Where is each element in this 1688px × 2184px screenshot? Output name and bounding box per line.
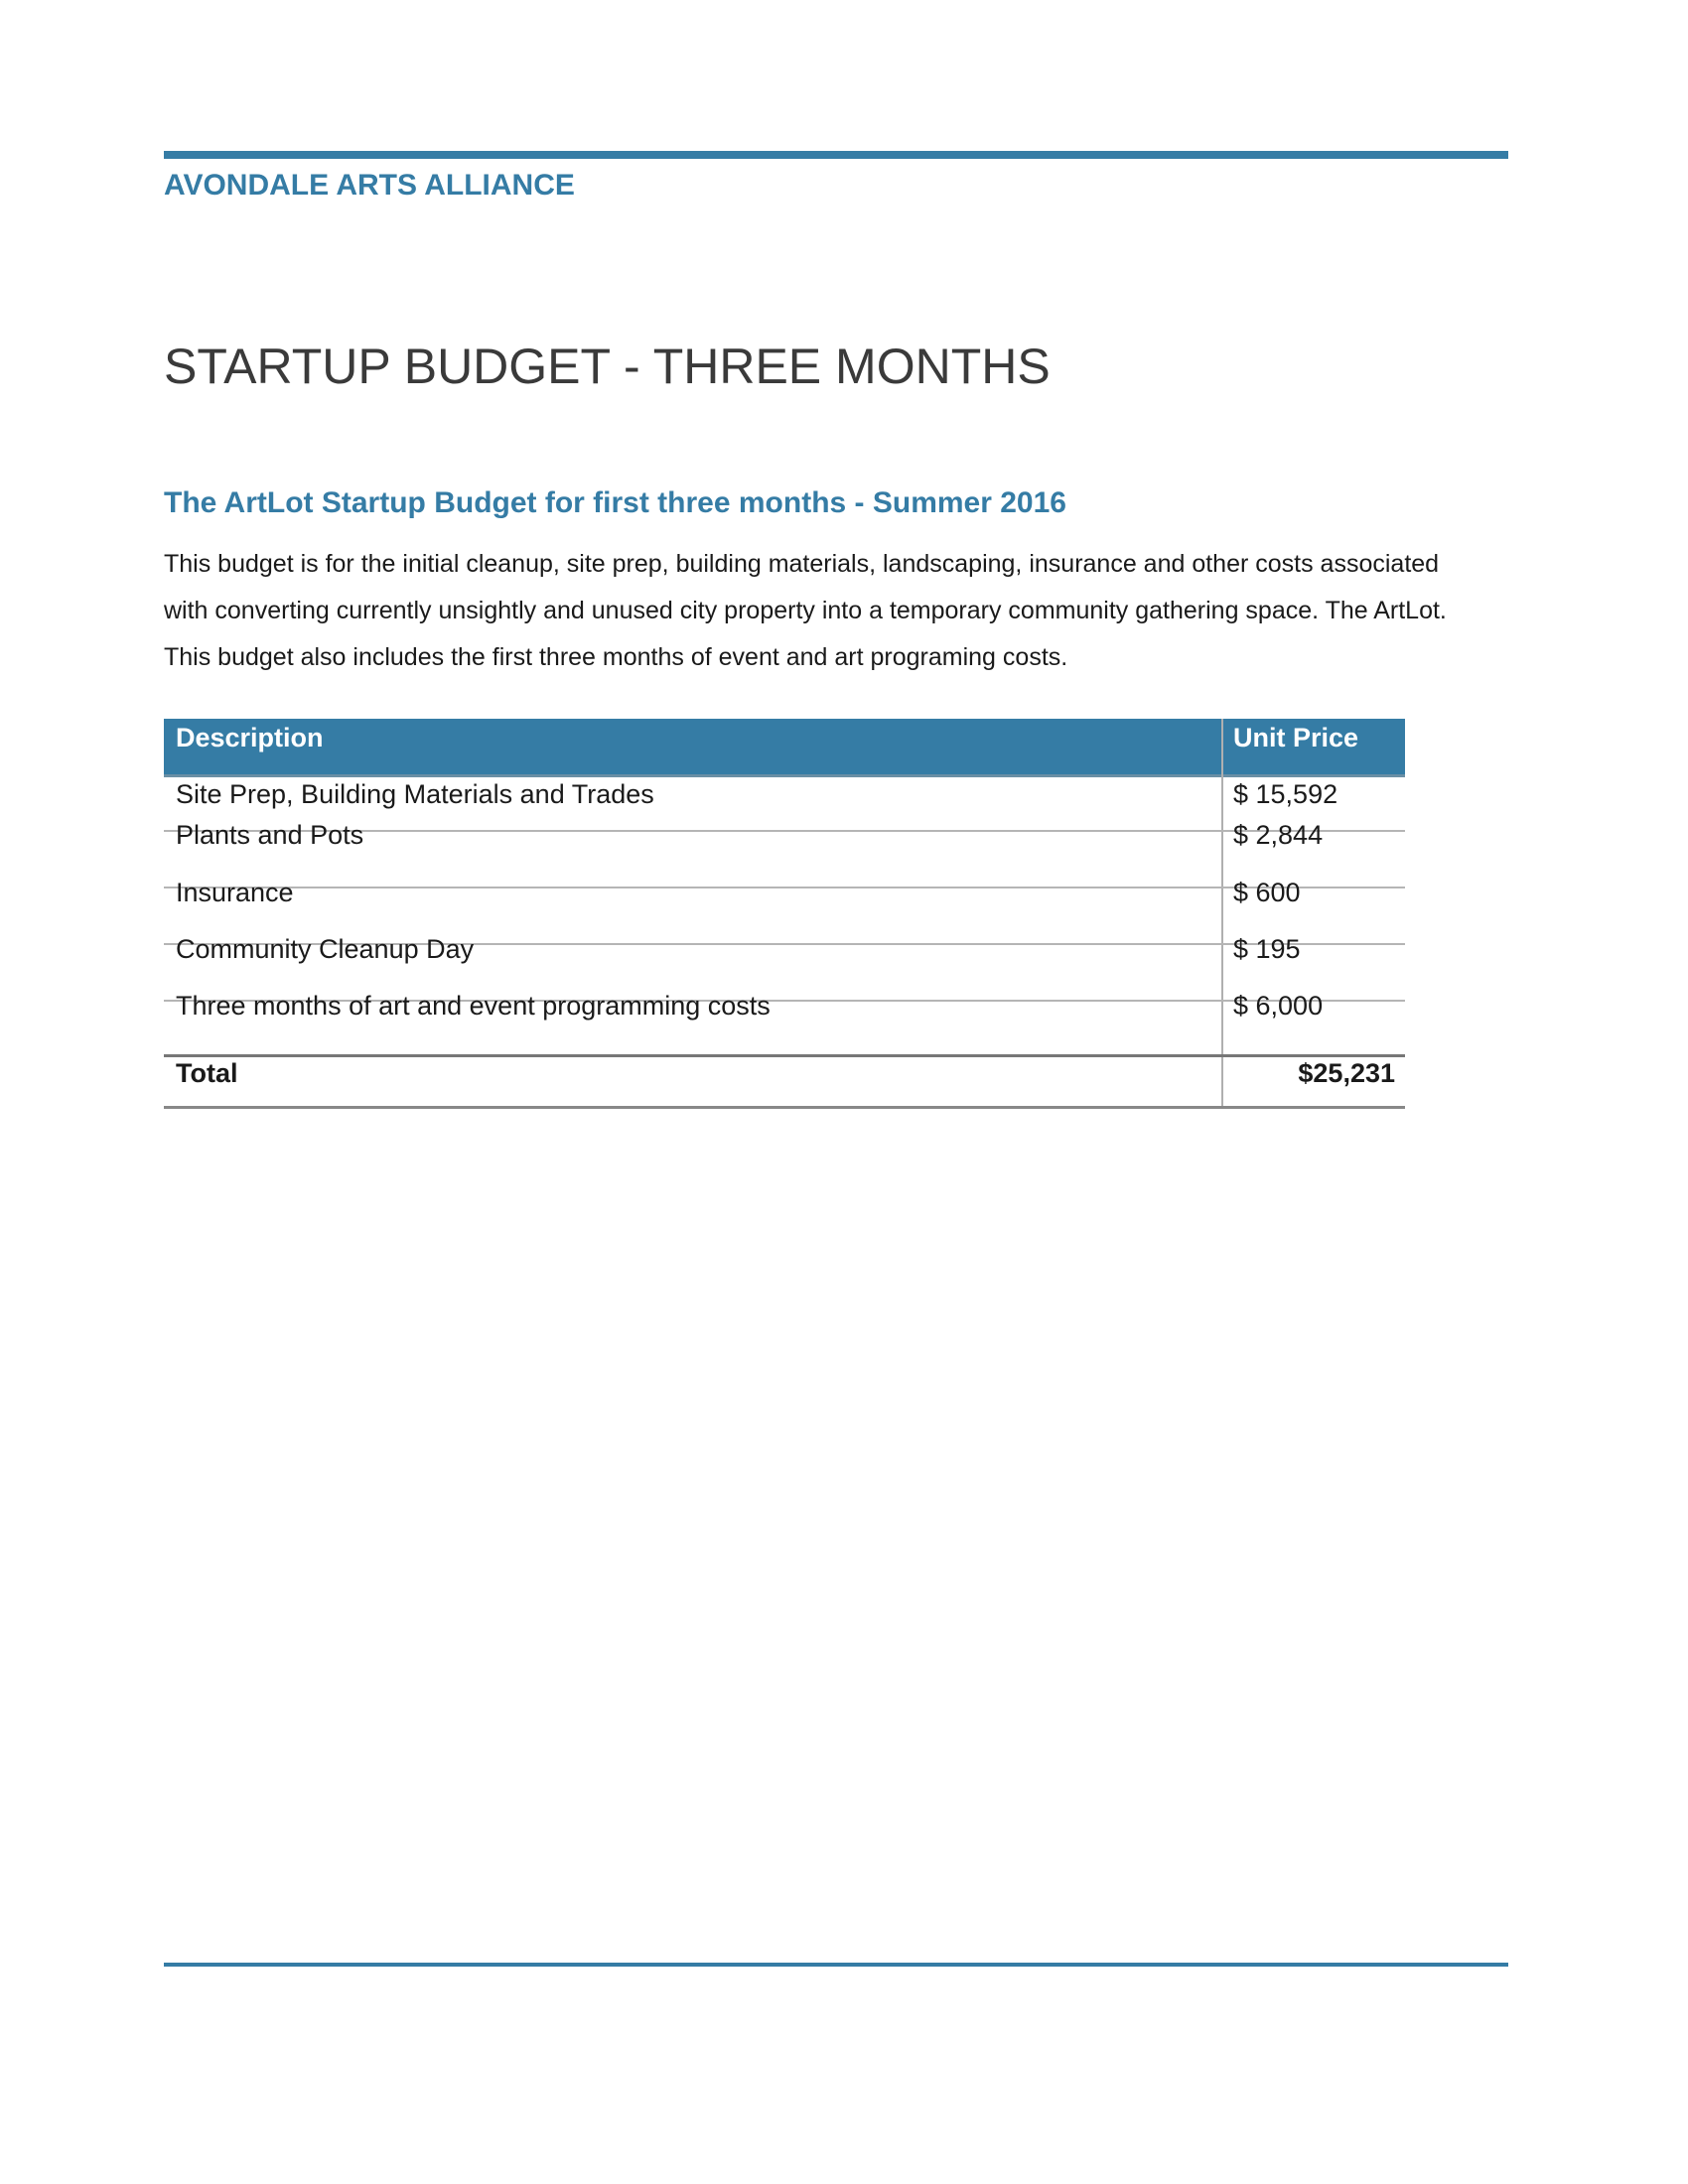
total-bottom-rule <box>164 1106 1405 1109</box>
row-description: Community Cleanup Day <box>176 934 475 964</box>
footer-rule <box>164 1963 1508 1967</box>
total-value: $25,231 <box>1298 1058 1395 1088</box>
row-price: $ 15,592 <box>1233 779 1338 809</box>
row-description: Three months of art and event programming costs <box>176 991 771 1021</box>
row-description: Site Prep, Building Materials and Trades <box>176 779 654 809</box>
section-heading: The ArtLot Startup Budget for first three months - Summer 2016 <box>164 486 1066 519</box>
page-title: STARTUP BUDGET - THREE MONTHS <box>164 339 1051 394</box>
header-rule <box>164 151 1508 159</box>
row-description: Insurance <box>176 878 294 907</box>
row-price: $ 6,000 <box>1233 991 1324 1021</box>
header-unit-price: Unit Price <box>1233 723 1359 752</box>
row-divider <box>164 887 1405 888</box>
row-description: Plants and Pots <box>176 820 364 850</box>
total-label: Total <box>176 1058 238 1088</box>
table-header <box>164 719 1405 777</box>
header-description: Description <box>176 723 324 752</box>
total-rule <box>164 1054 1405 1057</box>
organization-name: AVONDALE ARTS ALLIANCE <box>164 169 575 202</box>
body-paragraph: This budget is for the initial cleanup, site prep, building materials, landscaping, insurance and other costs associated with converting currently unsightly and unused city property into a temporary community gathering space. The ArtLot. This budget also includes the first three months of event and art programing costs. <box>164 550 1447 671</box>
column-divider <box>1221 719 1223 1108</box>
row-price: $ 195 <box>1233 934 1301 964</box>
row-price: $ 2,844 <box>1233 820 1324 850</box>
row-price: $ 600 <box>1233 878 1301 907</box>
